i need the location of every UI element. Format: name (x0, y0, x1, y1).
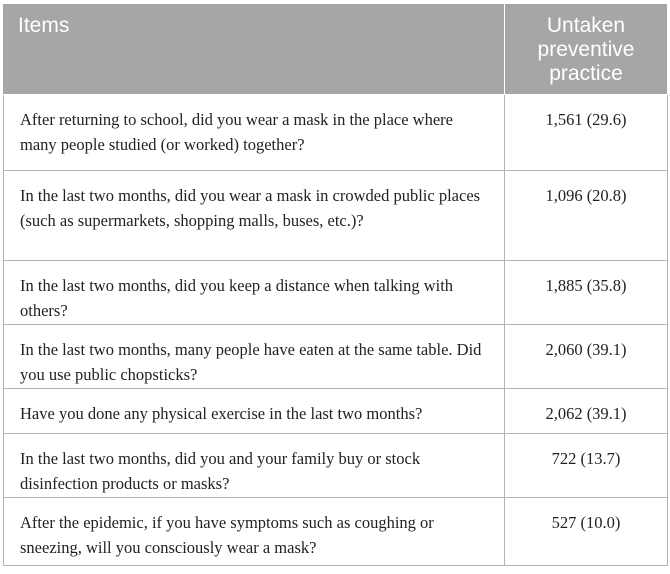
value-cell: 1,096 (20.8) (505, 171, 668, 261)
value-cell: 1,561 (29.6) (505, 95, 668, 171)
table-row (4, 434, 668, 498)
header-row (4, 4, 668, 95)
table-row (4, 261, 668, 325)
item-cell: After the epidemic, if you have symptoms such as coughing or sneezing, will you consciously wear a mask? (4, 498, 505, 566)
value-cell: 2,060 (39.1) (505, 325, 668, 389)
preventive-practice-table (3, 3, 668, 566)
column-header-untaken: Untaken preventive practice (505, 4, 668, 95)
table-row (4, 325, 668, 389)
column-header-items: Items (4, 4, 505, 95)
table-body (4, 95, 668, 566)
value-cell: 1,885 (35.8) (505, 261, 668, 325)
table-row (4, 95, 668, 171)
item-cell: In the last two months, many people have eaten at the same table. Did you use public chopsticks? (4, 325, 505, 389)
table-header (4, 4, 668, 95)
table-row (4, 171, 668, 261)
item-cell: In the last two months, did you keep a distance when talking with others? (4, 261, 505, 325)
value-cell: 2,062 (39.1) (505, 389, 668, 434)
value-cell: 527 (10.0) (505, 498, 668, 566)
table-row (4, 498, 668, 566)
value-cell: 722 (13.7) (505, 434, 668, 498)
item-cell: After returning to school, did you wear a mask in the place where many people studied (or worked) together? (4, 95, 505, 171)
table-row (4, 389, 668, 434)
item-cell: In the last two months, did you and your family buy or stock disinfection products or masks? (4, 434, 505, 498)
item-cell: Have you done any physical exercise in the last two months? (4, 389, 505, 434)
item-cell: In the last two months, did you wear a mask in crowded public places (such as supermarkets, shopping malls, buses, etc.)? (4, 171, 505, 261)
